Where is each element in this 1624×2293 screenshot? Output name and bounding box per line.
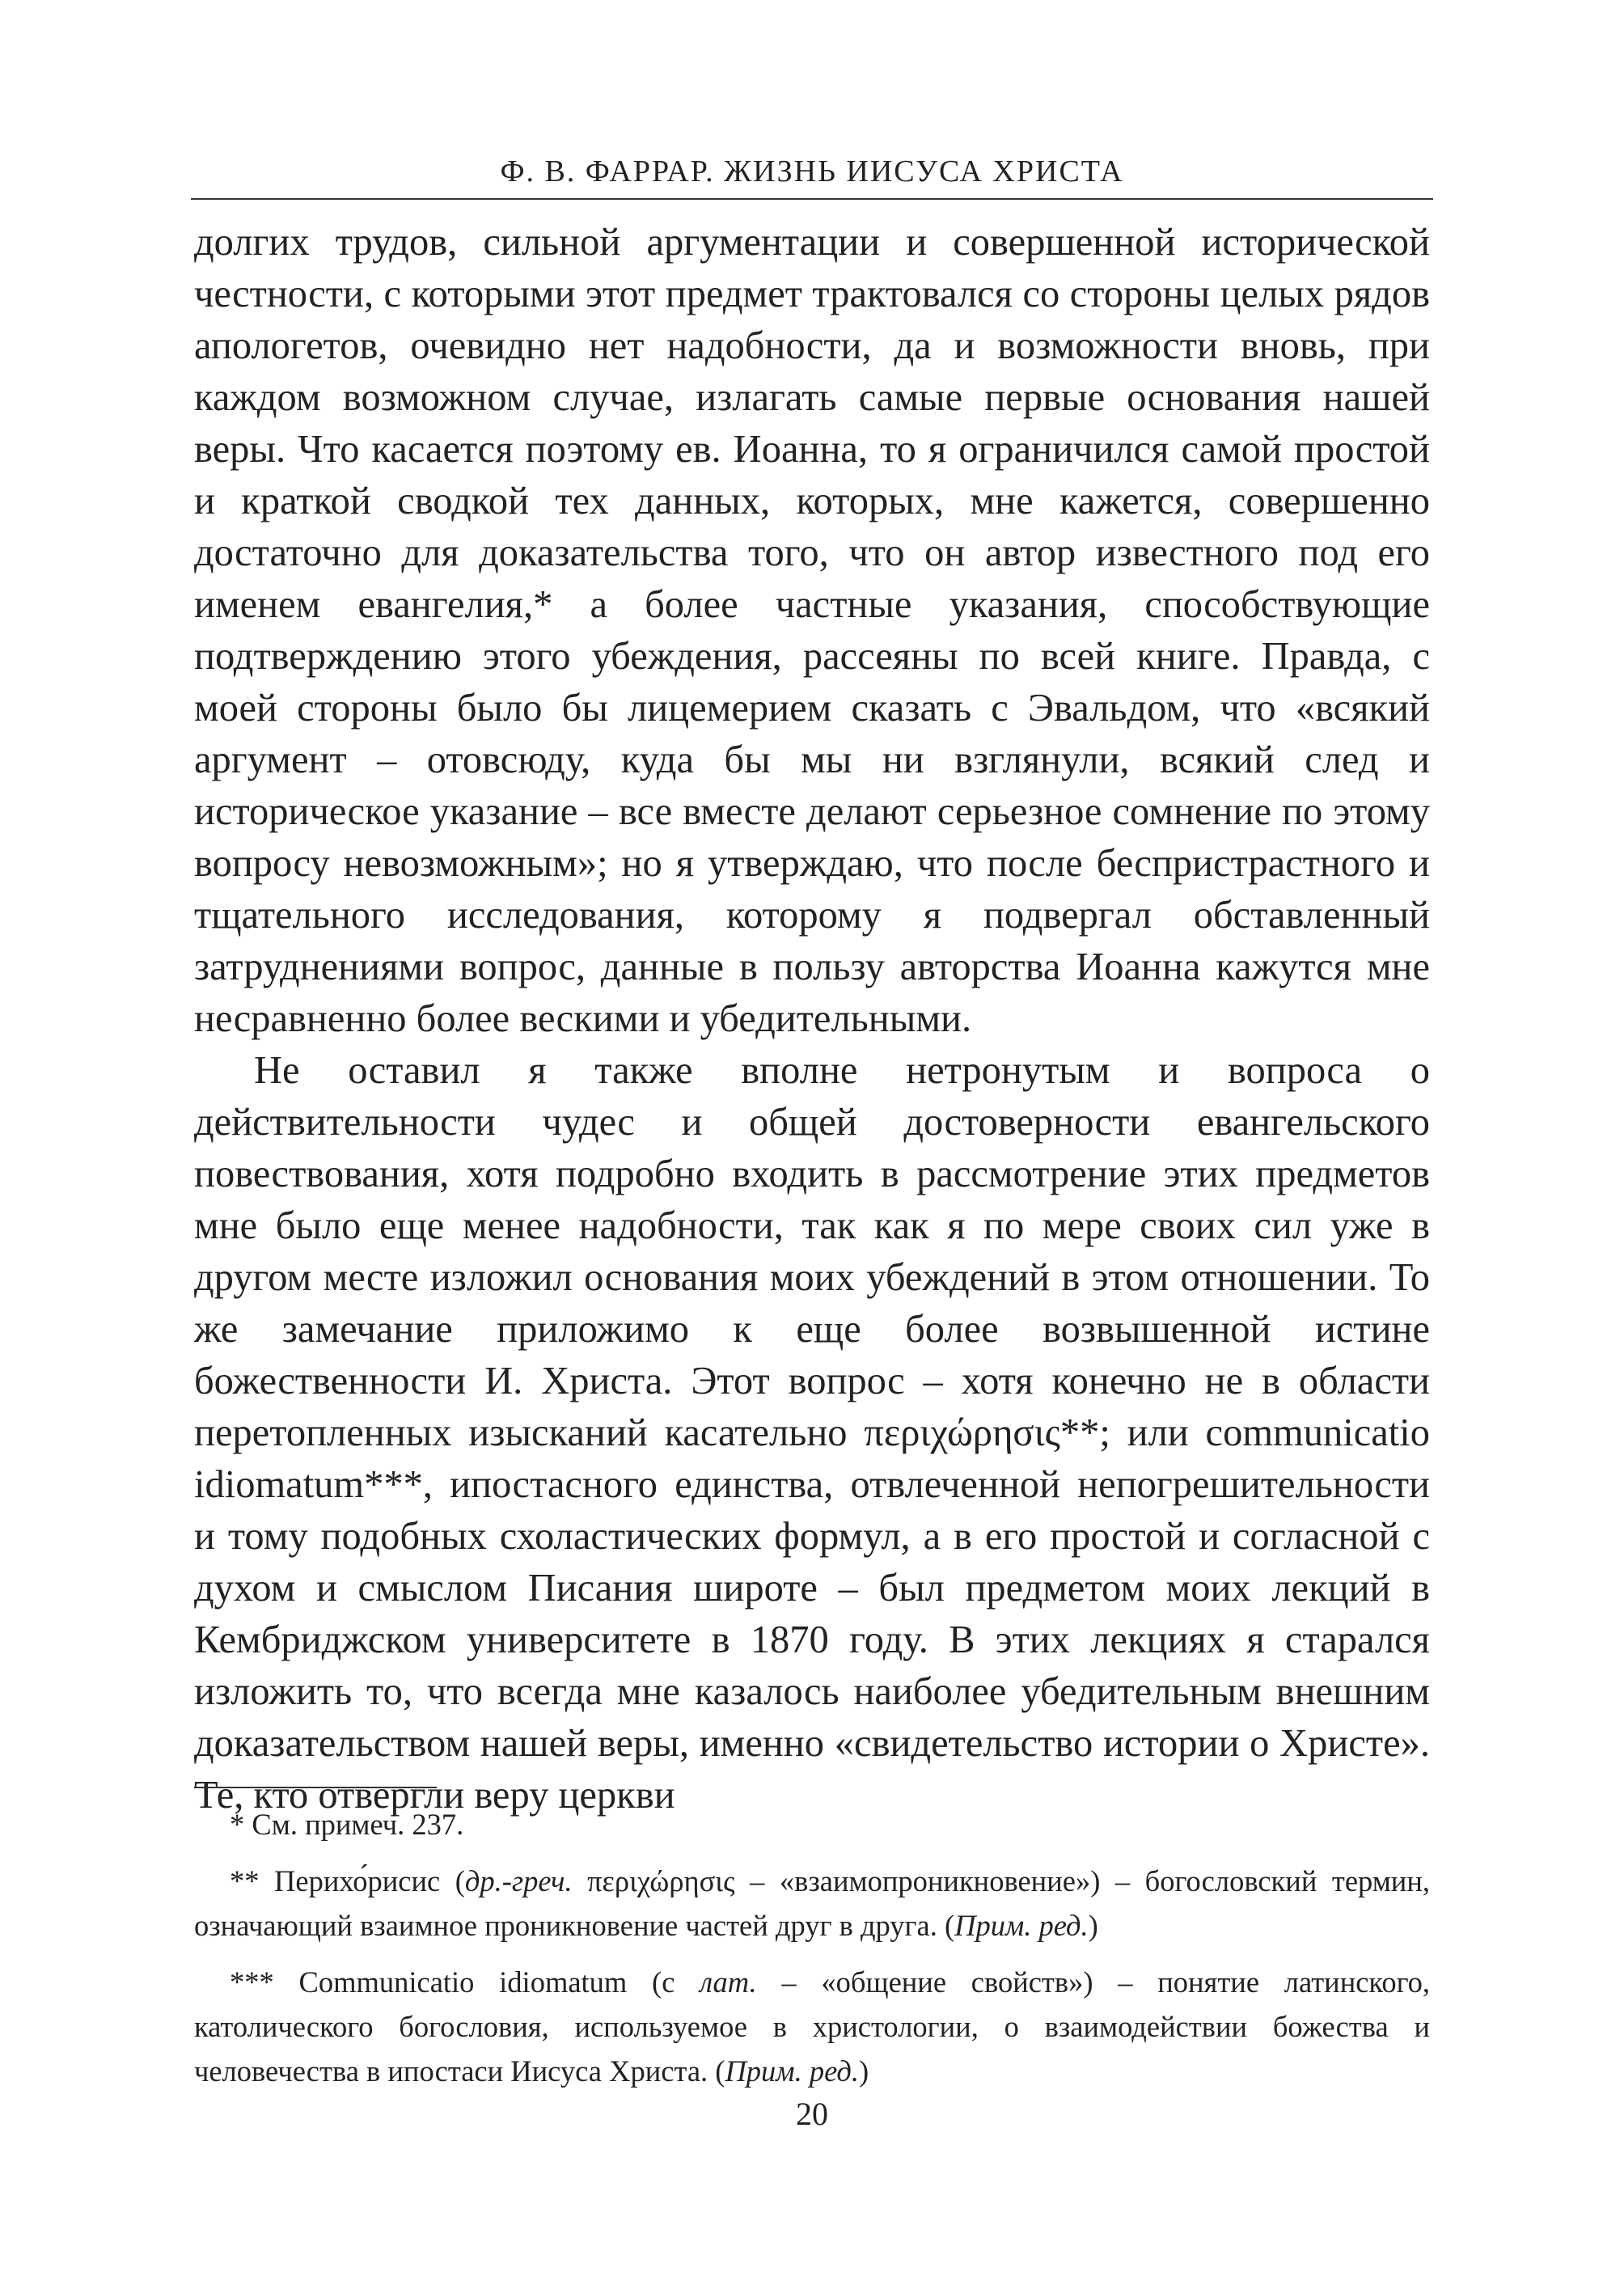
footnote-1 xyxy=(194,1802,1430,1847)
footnote-text-tail: ) xyxy=(1088,1909,1098,1942)
footnote-marker: *** xyxy=(230,1965,274,1999)
footnotes xyxy=(194,1802,1430,2105)
footnote-3 xyxy=(194,1960,1430,2093)
footnote-text-middle: – «общение свойств») – понятие латинского, католического богословия, используемое в христологии, о взаимодействии божества и человечества в ипостаси Иисуса Христа. ( xyxy=(194,1965,1431,2088)
footnote-abbreviation: лат. xyxy=(700,1965,757,1999)
header-rule xyxy=(191,198,1433,200)
editor-note: Прим. ред. xyxy=(954,1909,1089,1942)
editor-note: Прим. ред. xyxy=(725,2054,859,2088)
footnote-text-tail: ) xyxy=(859,2054,869,2088)
footnote-rule xyxy=(194,1787,437,1788)
footnote-text-middle: περιχώρησις – «взаимопроникновение») – богословский термин, означающий взаимное проникновение частей друг в друга. ( xyxy=(194,1864,1431,1942)
footnote-marker: ** xyxy=(230,1864,260,1897)
footnote-2 xyxy=(194,1859,1430,1948)
footnote-text-lead: Communicatio idiomatum (с xyxy=(298,1965,700,1999)
running-title: Ф. В. ФАРРАР. ЖИЗНЬ ИИСУСА ХРИСТА xyxy=(500,154,1124,188)
page-number: 20 xyxy=(796,2096,828,2132)
paragraph-continuation: долгих трудов, сильной аргументации и совершенной исторической честности, с которыми этот предмет трактовался со стороны целых рядов апологетов, очевидно нет надобности, да и возможности вновь, при каждом возможном случае, излагать самые первые основания нашей веры. Что касается поэтому ев. Иоанна, то я ограничился самой простой и краткой сводкой тех данных, которых, мне кажется, совершенно достаточно для доказательства того, что он автор известного под его именем евангелия,* а более частные указания, способствующие подтверждению этого убеждения, рассеяны по всей книге. Правда, с моей стороны было бы лицемерием сказать с Эвальдом, что «всякий аргумент – отовсюду, куда бы мы ни взглянули, всякий след и историческое указание – все вместе делают серьезное сомнение по этому вопросу невозможным»; но я утверждаю, что после беспристрастного и тщательного исследования, которому я подвергал обставленный затруднениями вопрос, данные в пользу авторства Иоанна кажутся мне несравненно более вескими и убедительными. xyxy=(194,221,1430,1040)
paragraph: Не оставил я также вполне нетронутым и вопроса о действительности чудес и общей достоверности евангельского повествования, хотя подробно входить в рассмотрение этих предметов мне было еще менее надобности, так как я по мере своих сил уже в другом месте изложил основания моих убеждений в этом отношении. То же замечание приложимо к еще более возвышенной истине божественности И. Христа. Этот вопрос – хотя конечно не в области перетопленных изысканий касательно περιχώρησις**; или communicatio idiomatum***, ипостасного единства, отвлеченной непогрешительности и тому подобных схоластических формул, а в его простой и согласной с духом и смыслом Писания широте – был предметом моих лекций в Кембриджском университете в 1870 году. В этих лекциях я старался изложить то, что всегда мне казалось наиболее убедительным внешним доказательством нашей веры, именно «свидетельство истории о Христе». Те, кто отвергли веру церкви xyxy=(194,1049,1430,1817)
footnote-abbreviation: др.-греч. xyxy=(464,1864,573,1897)
footnote-marker: * xyxy=(230,1808,245,1841)
main-text xyxy=(194,217,1430,1821)
footnote-text: См. примеч. 237. xyxy=(252,1808,464,1841)
footnote-text-lead: Перихо́рисис ( xyxy=(274,1864,465,1897)
